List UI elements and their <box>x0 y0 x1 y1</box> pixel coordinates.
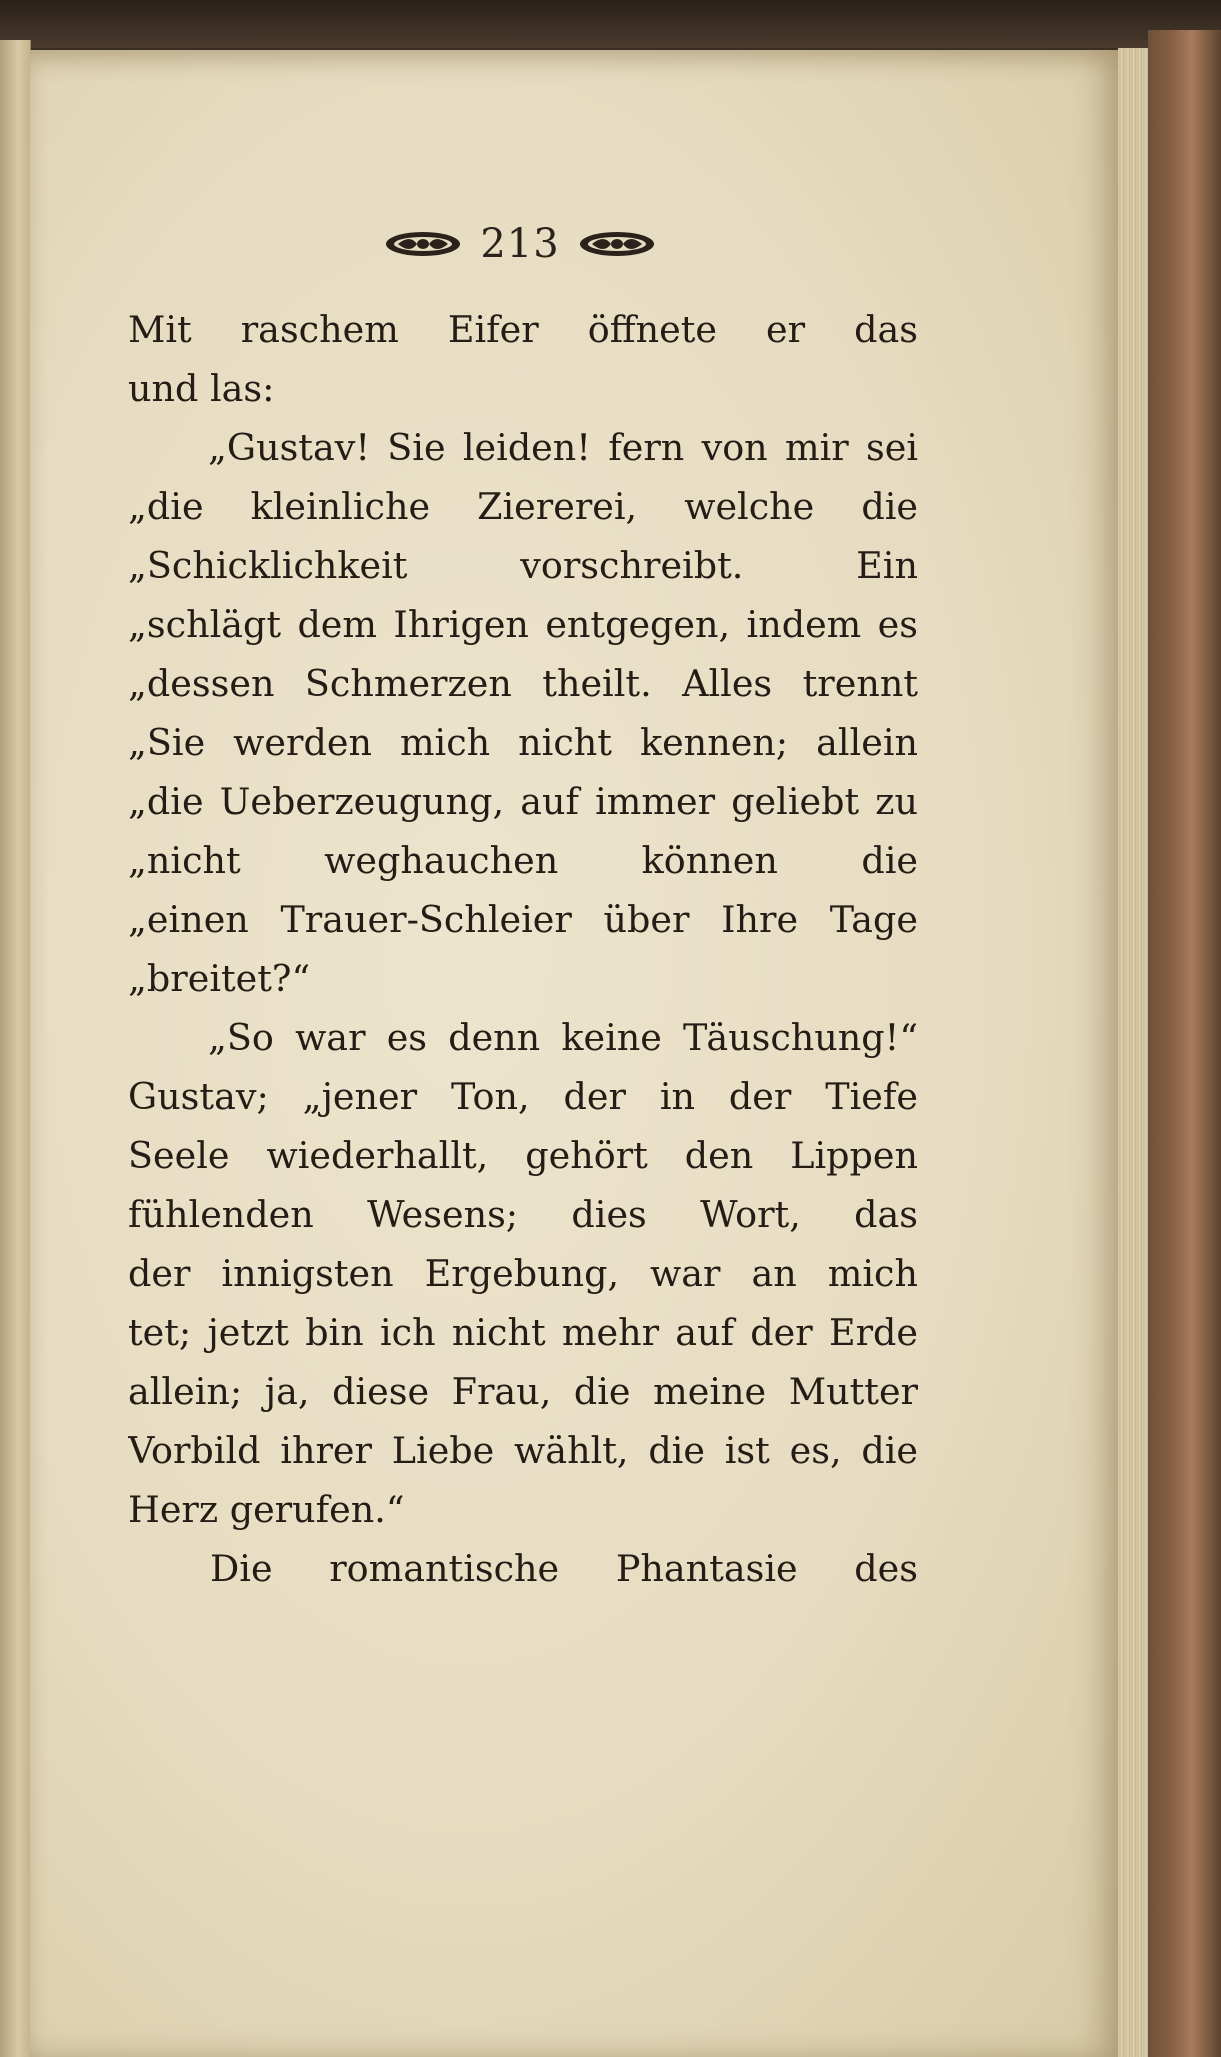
text-line: „die Ueberzeugung, auf immer geliebt zu <box>128 780 918 823</box>
text-line: „die kleinliche Ziererei, welche die <box>128 485 918 528</box>
facing-page-edge <box>0 40 31 2057</box>
text-line: Seele wiederhallt, gehört den Lippen <box>128 1134 918 1177</box>
text-line: „Sie werden mich nicht kennen; allein <box>128 721 918 764</box>
text-line: Gustav; „jener Ton, der in der Tiefe <box>128 1075 918 1118</box>
text-line: der innigsten Ergebung, war an mich <box>128 1252 918 1295</box>
text-line: „einen Trauer-Schleier über Ihre Tage <box>128 898 918 941</box>
text-line: Herz gerufen.“ <box>128 1488 405 1531</box>
text-line: „breitet?“ <box>128 957 311 1000</box>
text-line: allein; ja, diese Frau, die meine Mutter <box>128 1370 918 1413</box>
page-number: 213 <box>480 221 560 267</box>
text-line: „So war es denn keine Täuschung!“ <box>208 1016 918 1059</box>
book-cover-edge <box>1148 30 1221 2057</box>
body-text <box>128 300 918 1598</box>
page-header <box>370 214 670 274</box>
text-line: tet; jetzt bin ich nicht mehr auf der Erde <box>128 1311 918 1354</box>
leaf-ornament-icon <box>578 229 656 259</box>
text-line: Vorbild ihrer Liebe wählt, die ist es, die <box>128 1429 918 1472</box>
leaf-ornament-icon <box>384 229 462 259</box>
scan-background-top <box>0 0 1221 48</box>
text-line: „nicht weghauchen können die <box>128 839 918 882</box>
text-line: fühlenden Wesens; dies Wort, das <box>128 1193 918 1236</box>
text-line: „Gustav! Sie leiden! fern von mir sei <box>208 426 918 469</box>
text-line: „schlägt dem Ihrigen entgegen, indem es <box>128 603 918 646</box>
text-line: „dessen Schmerzen theilt. Alles trennt <box>128 662 918 705</box>
page-stack-edge <box>1118 48 1148 2057</box>
text-line: Mit raschem Eifer öffnete er das <box>128 308 918 351</box>
text-line: „Schicklichkeit vorschreibt. Ein <box>128 544 918 587</box>
text-line: und las: <box>128 367 275 410</box>
text-line: Die romantische Phantasie des <box>210 1547 918 1590</box>
